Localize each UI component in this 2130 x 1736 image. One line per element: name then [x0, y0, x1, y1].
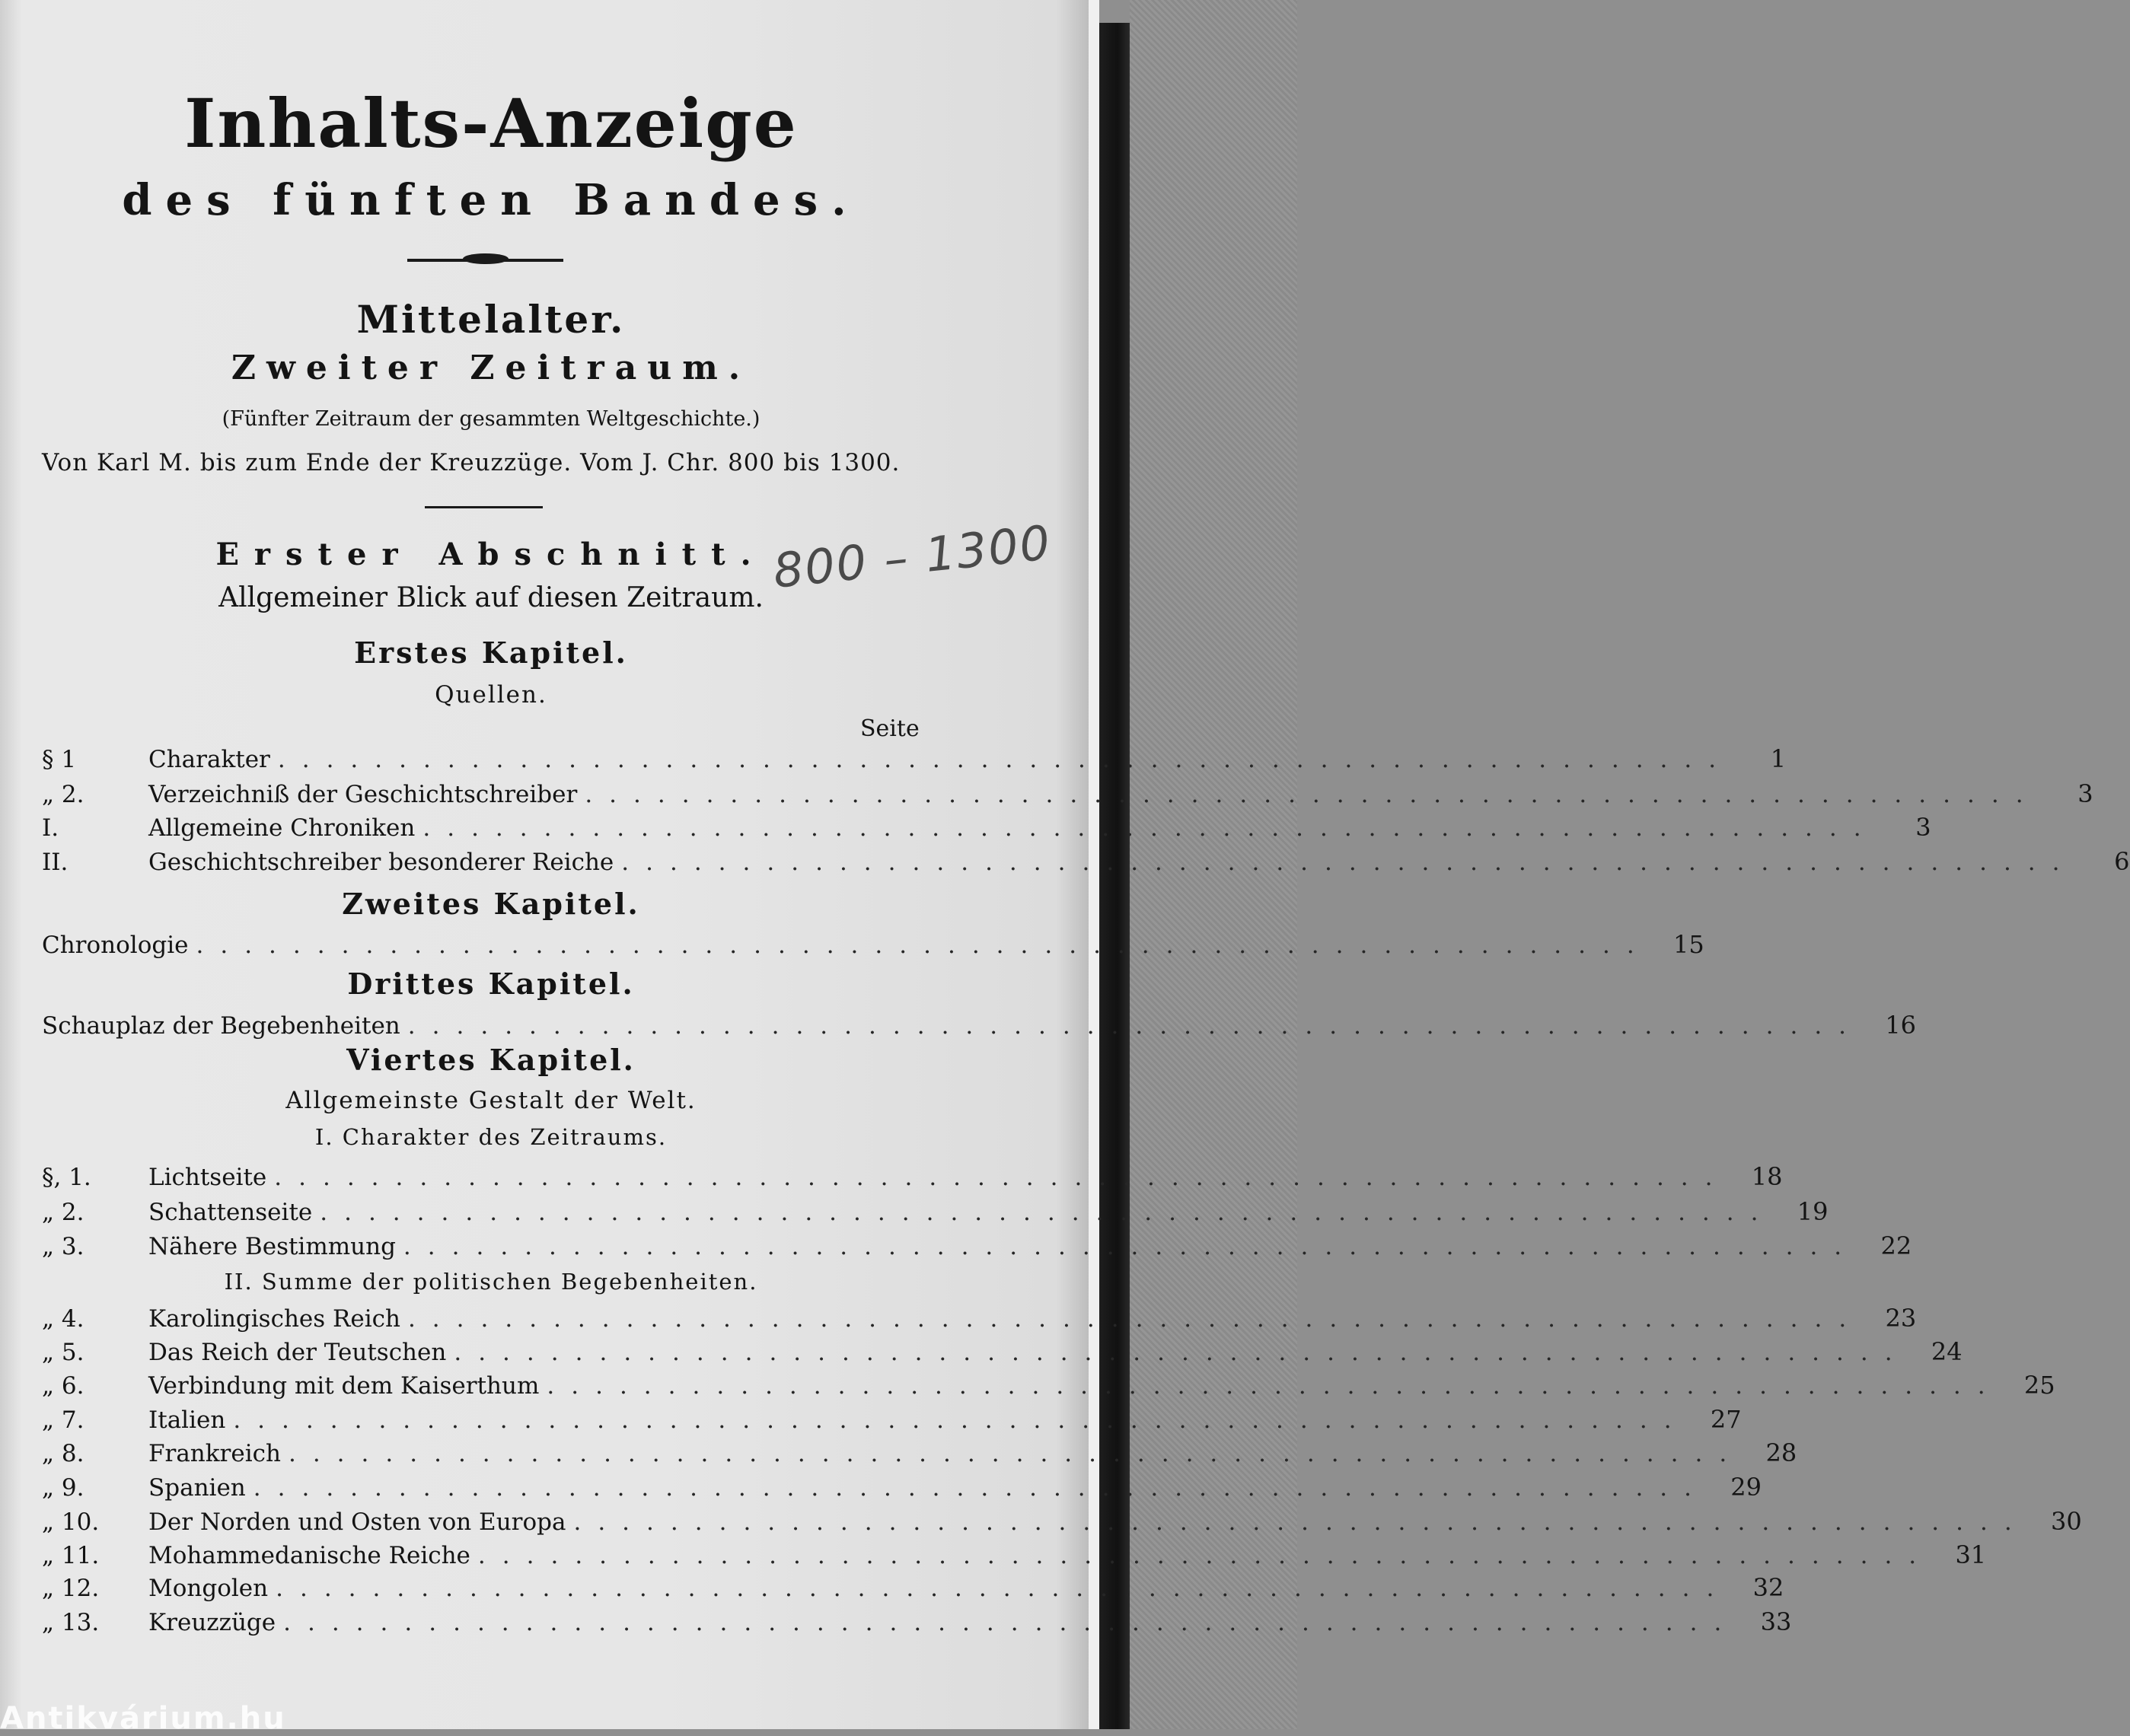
dot-leader: ............................................................ — [547, 1372, 2002, 1400]
chapter-heading: Drittes Kapitel. — [347, 967, 635, 1001]
toc-entry-number: „ 4. — [42, 1305, 84, 1333]
toc-entry-title: Lichtseite — [148, 1164, 267, 1191]
toc-entry-title: Allgemeine Chroniken — [148, 814, 416, 842]
page-column-label: Seite — [860, 715, 920, 742]
rule-ornament — [463, 253, 509, 264]
section-heading: Erster Abschnitt. — [215, 537, 767, 572]
toc-entry-page: 18 — [1751, 1162, 1783, 1191]
era-heading: Mittelalter. — [356, 297, 626, 342]
section-subheading: Allgemeiner Blick auf diesen Zeitraum. — [218, 582, 764, 613]
toc-entry-page: 15 — [1673, 930, 1704, 959]
chapter-subheading: Allgemeinste Gestalt der Welt. — [285, 1087, 697, 1114]
toc-entry — [42, 1540, 1987, 1571]
toc-entry-title: Chronologie — [42, 932, 189, 959]
toc-entry — [42, 1438, 1797, 1469]
range-line: Von Karl M. bis zum Ende der Kreuzzüge. Vom J. Chr. 800 bis 1300. — [42, 449, 901, 476]
toc-entry-title: Frankreich — [148, 1440, 281, 1467]
toc-entry-title: Verbindung mit dem Kaiserthum — [148, 1372, 540, 1400]
period-note: (Fünfter Zeitraum der gesammten Weltgeschichte.) — [222, 407, 760, 431]
toc-entry — [42, 1304, 1917, 1334]
toc-entry-number: „ 5. — [42, 1339, 84, 1366]
dot-leader: ............................................................ — [274, 1164, 1730, 1191]
toc-entry-page: 23 — [1885, 1304, 1917, 1333]
toc-entry — [42, 1507, 2082, 1537]
chapter-heading: Zweites Kapitel. — [342, 887, 640, 921]
dot-leader: ............................................................ — [288, 1440, 1744, 1467]
toc-entry — [42, 1371, 2055, 1401]
toc-entry-page: 25 — [2023, 1371, 2055, 1400]
toc-entry — [42, 1162, 1783, 1193]
toc-entry — [42, 1607, 1792, 1638]
toc-entry-page: 24 — [1931, 1337, 1963, 1366]
toc-entry-number: „ 12. — [42, 1575, 100, 1602]
toc-entry-number: I. — [42, 814, 59, 842]
toc-entry-page: 29 — [1730, 1473, 1762, 1502]
toc-entry — [42, 779, 2093, 810]
page-subtitle: des fünften Bandes. — [122, 175, 860, 225]
dot-leader: ............................................................ — [585, 781, 2040, 808]
toc-entry-number: „ 7. — [42, 1406, 84, 1434]
toc-entry-title: Mohammedanische Reiche — [148, 1542, 470, 1569]
toc-entry-title: Karolingisches Reich — [148, 1305, 400, 1333]
period-heading: Zweiter Zeitraum. — [231, 349, 751, 387]
toc-entry-page: 31 — [1955, 1540, 1987, 1569]
chapter-heading: Erstes Kapitel. — [354, 635, 628, 670]
toc-entry-page: 22 — [1880, 1231, 1912, 1260]
toc-entry — [42, 744, 1787, 775]
toc-entry-number: „ 2. — [42, 781, 84, 808]
toc-entry-page: 19 — [1797, 1197, 1829, 1226]
dot-leader: ............................................................ — [276, 1575, 1731, 1602]
toc-entry — [42, 1231, 1912, 1262]
toc-entry — [42, 847, 2130, 878]
toc-entry-page: 28 — [1765, 1438, 1797, 1467]
chapter-heading: Viertes Kapitel. — [346, 1043, 636, 1077]
toc-entry — [42, 1573, 1784, 1604]
toc-entry-title: Mongolen — [148, 1575, 269, 1602]
dot-leader: ............................................................ — [283, 1609, 1739, 1636]
dot-leader: ............................................................ — [277, 746, 1733, 773]
page-title: Inhalts-Anzeige — [184, 84, 798, 163]
dot-leader: ............................................................ — [454, 1339, 1909, 1366]
toc-entry-title: Geschichtschreiber besonderer Reiche — [148, 849, 614, 876]
toc-entry-title: Das Reich der Teutschen — [148, 1339, 447, 1366]
toc-entry-page: 3 — [1915, 813, 1931, 842]
toc-entry-number: §, 1. — [42, 1164, 91, 1191]
dot-leader: ............................................................ — [196, 932, 1651, 959]
toc-entry-page: 30 — [2051, 1507, 2082, 1536]
toc-entry — [42, 1011, 1917, 1041]
toc-entry-number: „ 11. — [42, 1542, 100, 1569]
toc-entry-number: „ 10. — [42, 1508, 100, 1536]
toc-entry-title: Italien — [148, 1406, 226, 1434]
part-heading: II. Summe der politischen Begebenheiten. — [224, 1269, 758, 1295]
toc-entry-number: „ 9. — [42, 1474, 84, 1502]
dot-leader: ............................................................ — [407, 1305, 1864, 1333]
toc-entry-title: Nähere Bestimmung — [148, 1233, 396, 1260]
dot-leader: ............................................................ — [233, 1406, 1688, 1434]
dot-leader: ............................................................ — [573, 1508, 2029, 1536]
dot-leader: ............................................................ — [253, 1474, 1709, 1502]
toc-entry-page: 1 — [1770, 744, 1787, 773]
toc-entry-number: „ 2. — [42, 1199, 84, 1226]
toc-entry-title: Charakter — [148, 746, 270, 773]
part-heading: I. Charakter des Zeitraums. — [314, 1124, 668, 1150]
toc-entry — [42, 813, 1931, 843]
dot-leader: ............................................................ — [320, 1199, 1775, 1226]
toc-entry — [42, 1473, 1762, 1503]
toc-entry-title: Kreuzzüge — [148, 1609, 276, 1636]
toc-entry-number: „ 6. — [42, 1372, 84, 1400]
book-cover-edge — [1099, 23, 1130, 1729]
dot-leader: ............................................................ — [403, 1233, 1859, 1260]
toc-entry-page: 32 — [1752, 1573, 1784, 1602]
toc-entry-title: Der Norden und Osten von Europa — [148, 1508, 566, 1536]
toc-entry-page: 6 — [2114, 847, 2130, 876]
toc-entry-page: 27 — [1710, 1405, 1742, 1434]
watermark: Antikvárium.hu — [0, 1701, 286, 1736]
toc-entry — [42, 1337, 1963, 1368]
toc-entry-page: 33 — [1760, 1607, 1792, 1636]
toc-entry-number: II. — [42, 849, 69, 876]
dot-leader: ............................................................ — [621, 849, 2077, 876]
toc-entry-title: Verzeichniß der Geschichtschreiber — [148, 781, 578, 808]
dot-leader: ............................................................ — [407, 1012, 1864, 1040]
toc-entry-number: § 1 — [42, 746, 77, 773]
toc-entry — [42, 930, 1704, 960]
toc-entry-title: Schattenseite — [148, 1199, 313, 1226]
toc-entry-number: „ 3. — [42, 1233, 84, 1260]
toc-entry-page: 16 — [1885, 1011, 1917, 1040]
toc-entry-number: „ 8. — [42, 1440, 84, 1467]
chapter-subheading: Quellen. — [435, 681, 547, 709]
toc-entry-title: Schauplaz der Begebenheiten — [42, 1012, 400, 1040]
dot-leader: ............................................................ — [422, 814, 1878, 842]
dot-leader: ............................................................ — [477, 1542, 1934, 1569]
divider-rule — [425, 506, 543, 508]
toc-entry-page: 3 — [2077, 779, 2093, 808]
handwritten-note: 800 – 1300 — [770, 514, 1054, 599]
toc-entry-title: Spanien — [148, 1474, 246, 1502]
toc-entry — [42, 1405, 1742, 1435]
toc-entry — [42, 1197, 1829, 1228]
toc-entry-number: „ 13. — [42, 1609, 100, 1636]
